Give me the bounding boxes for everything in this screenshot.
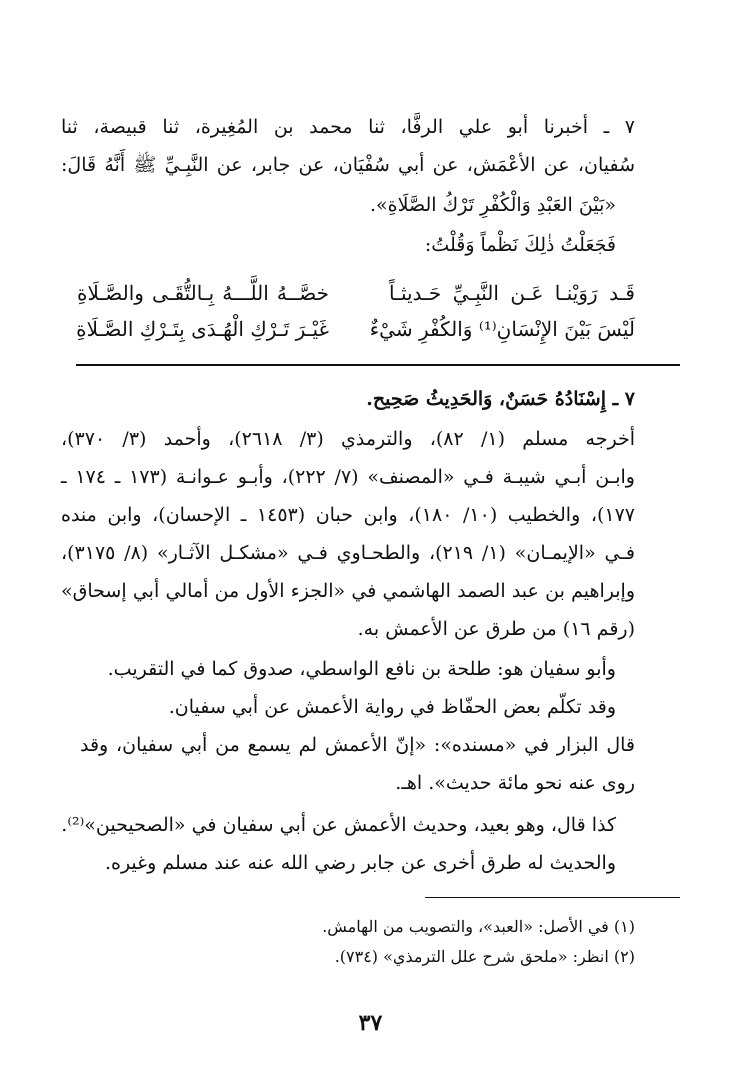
commentary-heading: ٧ ـ إِسْنَادُهُ حَسَنٌ، وَالحَدِيثُ صَحِيح. (366, 388, 635, 410)
verse-2-second-hemistich: غَيْـرَ تَـرْكِ الْهُـدَى بِتَـرْكِ الصَّـلَاةِ (76, 317, 329, 341)
commentary-line: (رقم ١٦) من طرق عن الأعمش به. (357, 618, 635, 640)
hadith-quote: «بَيْنَ العَبْدِ وَالْكُفْرِ تَرْكُ الصَّلَاةِ». (370, 194, 616, 216)
commentary-line: وقد تكلّم بعض الحفّاظ في رواية الأعمش عن أبي سفيان. (168, 696, 616, 718)
commentary-line: روى عنه نحو مائة حديث». اهـ. (395, 772, 635, 794)
commentary-line: وابـن أبـي شيبـة فـي «المصنف» (٧/ ٢٢٢)، وأبـو عـوانـة (١٧٣ ـ ١٧٤ ـ (61, 466, 635, 488)
commentary-line: وإبراهيم بن عبد الصمد الهاشمي في «الجزء الأول من أمالي أبي إسحاق» (61, 580, 635, 602)
commentary-line: فـي «الإيمـان» (١/ ٢١٩)، والطحـاوي فـي «مشكـل الآثـار» (٨/ ٣١٧٥)، (61, 542, 635, 564)
commentary-line: وأبو سفيان هو: طلحة بن نافع الواسطي، صدوق كما في التقريب. (107, 658, 616, 680)
verse-1-first-hemistich: قَـد رَوَيْنـا عَـن النَّبِـيِّ حَـديثـاً (389, 281, 635, 305)
verse-1-second-hemistich: خصَّــهُ اللَّـــهُ بِـالتُّقَـى والصَّـلَاةِ (77, 281, 329, 305)
footnote-divider (425, 897, 680, 898)
page-number: ٣٧ (358, 1010, 383, 1036)
verse-intro: فَجَعَلْتُ ذٰلِكَ نَظْماً وَقُلْتُ: (424, 234, 616, 256)
commentary-line: ١٧٧)، والخطيب (١٠/ ١٨٠)، وابن حبان (١٤٥٣ ـ الإحسان)، وابن منده (61, 504, 635, 526)
verse-2-first-hemistich: لَيْسَ بَيْنَ الإِنْسَانِ⁽¹⁾ وَالكُفْرِ شَيْءٌ (369, 317, 635, 341)
commentary-line: أخرجه مسلم (١/ ٨٢)، والترمذي (٣/ ٢٦١٨)، وأحمد (٣/ ٣٧٠)، (61, 428, 635, 450)
commentary-line: كذا قال، وهو بعيد، وحديث الأعمش عن أبي سفيان في «الصحيحين»⁽²⁾. (61, 814, 616, 836)
footnote-1: (١) في الأصل: «العبد»، والتصويب من الهامش. (322, 917, 635, 936)
section-divider (76, 364, 680, 366)
hadith-line-1: ٧ ـ أخبرنا أبو علي الرفَّا، ثنا محمد بن المُغِيرة، ثنا قبيصة، ثنا (61, 116, 635, 138)
commentary-line: قال البزار في «مسنده»: «إنّ الأعمش لم يسمع من أبي سفيان، وقد (80, 734, 635, 756)
footnote-2: (٢) انظر: «ملحق شرح علل الترمذي» (٧٣٤). (334, 947, 635, 966)
hadith-line-2: سُفيان، عن الأعْمَش، عن أبي سُفْيَان، عن جابر، عن النَّبِـيِّ ﷺ أَنَّهُ قَالَ: (61, 154, 635, 176)
commentary-line: والحديث له طرق أخرى عن جابر رضي الله عنه عند مسلم وغيره. (104, 852, 616, 874)
